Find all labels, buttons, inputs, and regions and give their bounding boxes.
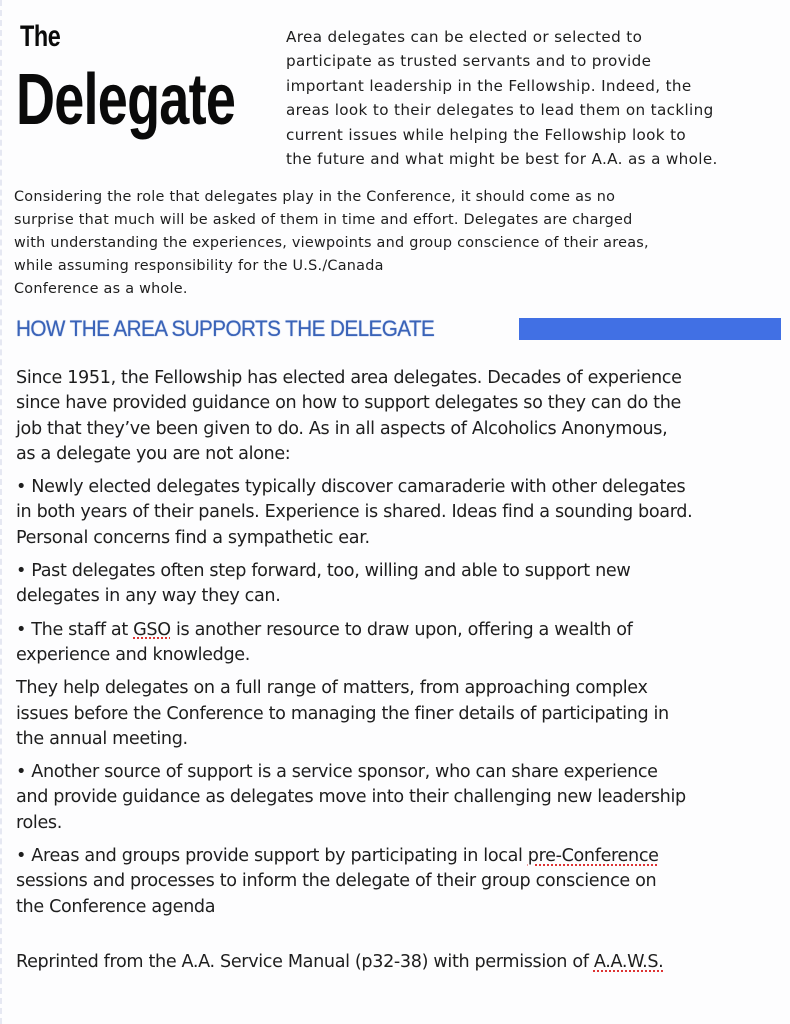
reprint-credit xyxy=(16,950,663,975)
body-line: since have provided guidance on how to support delegates so they can do the xyxy=(16,393,681,414)
section-accent-bar xyxy=(519,318,781,340)
body-line: They help delegates on a full range of matters, from approaching complex xyxy=(16,678,648,699)
spellcheck-word-pre-conference: pre-Conference xyxy=(527,846,659,867)
lead-line: while assuming responsibility for the U.S./Canada xyxy=(14,258,384,274)
bullet-areas-groups xyxy=(16,844,786,920)
body-line: • Past delegates often step forward, too, willing and able to support new xyxy=(16,561,631,582)
body-line: the Conference agenda xyxy=(16,896,216,917)
section-heading: HOW THE AREA SUPPORTS THE DELEGATE xyxy=(16,316,435,341)
body-line: in both years of their panels. Experience is shared. Ideas find a sounding board. xyxy=(16,502,693,523)
bullet-gso-staff xyxy=(16,618,786,669)
body-line: roles. xyxy=(16,812,62,833)
lead-line: with understanding the experiences, viewpoints and group conscience of their areas, xyxy=(14,235,649,251)
body-line: sessions and processes to inform the delegate of their group conscience on xyxy=(16,871,657,892)
text-run: Reprinted from the A.A. Service Manual (p32-38) with permission of xyxy=(16,952,594,972)
spellcheck-word-gso: GSO xyxy=(133,619,171,640)
body-line: Personal concerns find a sympathetic ear. xyxy=(16,527,370,548)
body-line xyxy=(16,844,786,869)
staff-help-paragraph xyxy=(16,676,786,752)
title-prefix: The xyxy=(20,20,61,53)
body-line: • Another source of support is a service sponsor, who can share experience xyxy=(16,762,658,783)
bullet-service-sponsor xyxy=(16,760,786,836)
body-line: delegates in any way they can. xyxy=(16,586,281,607)
lead-line: Conference as a whole. xyxy=(14,281,188,297)
body-line: experience and knowledge. xyxy=(16,644,251,665)
body-line: as a delegate you are not alone: xyxy=(16,443,291,464)
page-title: Delegate xyxy=(16,60,236,140)
spellcheck-word-aaws: A.A.W.S. xyxy=(593,952,664,972)
bullet-newly-elected xyxy=(16,475,786,551)
lead-line: Considering the role that delegates play in the Conference, it should come as no xyxy=(14,189,616,205)
intro-line: the future and what might be best for A.A. as a whole. xyxy=(286,150,718,169)
text-run: • The staff at xyxy=(16,619,134,640)
body-line: job that they’ve been given to do. As in all aspects of Alcoholics Anonymous, xyxy=(16,418,668,439)
text-run: is another resource to draw upon, offering a wealth of xyxy=(170,619,633,640)
intro-line: participate as trusted servants and to provide xyxy=(286,52,652,71)
text-run: • Areas and groups provide support by participating in local xyxy=(16,846,528,867)
lead-paragraph xyxy=(14,186,790,301)
body-line xyxy=(16,618,786,643)
intro-line: current issues while helping the Fellowship look to xyxy=(286,125,687,144)
body-line: Since 1951, the Fellowship has elected area delegates. Decades of experience xyxy=(16,368,682,388)
body-line: the annual meeting. xyxy=(16,728,188,749)
body-text xyxy=(16,366,786,928)
bullet-past-delegates xyxy=(16,559,786,610)
intro-line: important leadership in the Fellowship. Indeed, the xyxy=(286,76,692,95)
body-line: issues before the Conference to managing the finer details of participating in xyxy=(16,703,669,724)
lead-line: surprise that much will be asked of them in time and effort. Delegates are charged xyxy=(14,212,633,228)
page-left-border xyxy=(0,0,2,1024)
intro-paragraph xyxy=(286,25,786,171)
body-line: and provide guidance as delegates move into their challenging new leadership xyxy=(16,787,686,808)
body-line: • Newly elected delegates typically discover camaraderie with other delegates xyxy=(16,477,686,498)
intro-line: areas look to their delegates to lead them on tackling xyxy=(286,101,714,120)
intro-line: Area delegates can be elected or selected to xyxy=(286,28,643,46)
intro-body-paragraph xyxy=(16,366,786,467)
